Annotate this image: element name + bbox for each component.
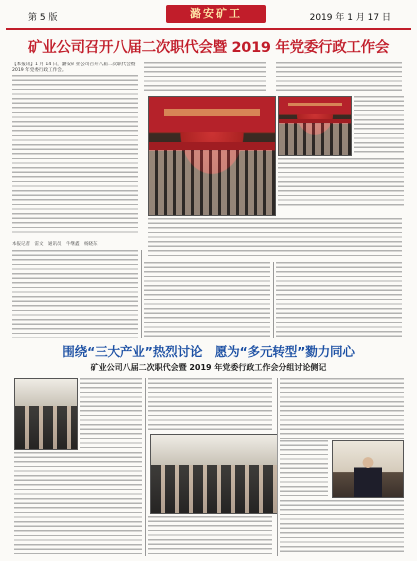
body-text [144,262,270,338]
article-2-column-2 [144,262,270,338]
article-2-column-3 [276,262,402,338]
body-text [12,75,138,235]
body-text [12,250,138,338]
article-3-column-2a [148,378,272,430]
issue-date: 2019 年 1 月 17 日 [309,13,391,23]
body-text [14,452,142,554]
body-text [278,158,404,208]
article-3-column-2b [148,516,272,556]
article-column-2-top [144,62,266,92]
header-rule [6,28,411,30]
article-3-column-1a [80,378,142,448]
article-column-1 [12,62,138,237]
body-text [80,378,142,448]
main-headline: 矿业公司召开八届二次职代会暨 2019 年党委行政工作会 [27,40,390,56]
audience-rows [279,123,351,155]
body-text [280,500,404,554]
article-3-column-3b [280,440,328,496]
photo-people [15,406,77,449]
article-column-3-top [276,62,402,92]
body-text [148,516,272,556]
second-headline-subtitle: 矿业公司八届二次职代会暨 2019 年党委行政工作会分组讨论侧记 [90,363,327,372]
speaker-figure [354,455,382,497]
body-text [280,440,328,496]
meeting-photo-main [148,96,276,216]
audience-rows [149,150,275,215]
article-column-3-lower [278,158,404,208]
page-number: 第 5 版 [28,13,58,23]
body-text [280,378,404,440]
body-text [276,262,402,338]
article-3-column-3a [280,378,404,440]
group-discussion-photo-2 [150,434,278,514]
article-column-3-mid [354,96,404,154]
second-headline: 围绕“三大产业”热烈讨论 愿为“多元转型”勠力同心 [62,344,355,359]
meeting-photo-side [278,96,352,156]
column-divider [277,378,278,556]
body-text [148,218,402,258]
column-divider [145,378,146,556]
body-text [354,96,404,154]
body-text [148,378,272,430]
stage-banner [149,97,275,132]
photo-wall [15,379,77,406]
speaker-photo [332,440,404,498]
page-header [6,4,411,28]
photo-wall [151,435,277,465]
article-2-column-1 [12,250,138,338]
stage-banner [279,97,351,114]
body-text [144,62,266,92]
group-discussion-photo-1 [14,378,78,450]
photo-people [151,465,277,513]
article-continuation [148,218,402,258]
lead-paragraph: 【本报讯】1 月 14 日，潞安矿业公司召开八届二次职代会暨 2019 年党委行政工作会。 [12,62,136,73]
body-text [276,62,402,92]
article-3-column-3c [280,500,404,554]
masthead-logo: 潞安矿工 [166,5,266,23]
article-3-column-1b [14,452,142,554]
column-divider [141,250,142,338]
column-divider [273,262,274,338]
byline: 本报记者 雷文 通讯员 牛继鑫 杨晓东 [12,242,98,247]
